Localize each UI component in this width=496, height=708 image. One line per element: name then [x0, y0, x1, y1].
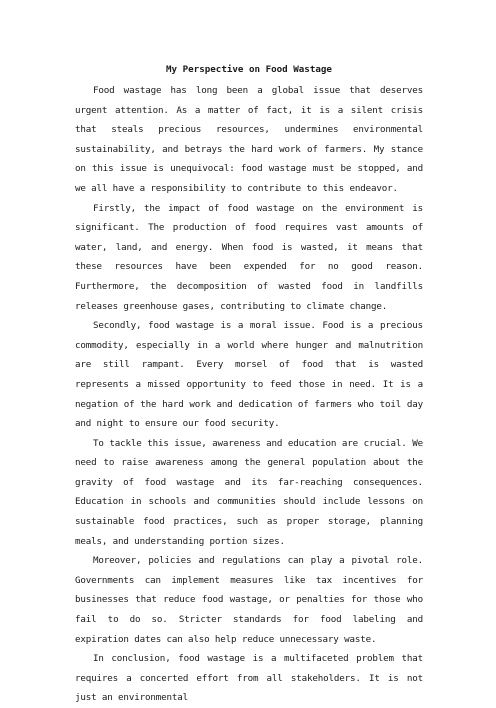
paragraph-moral-issue: Secondly, food wastage is a moral issue. Food is a precious commodity, especially in a world where hunger and malnutrition are still rampant. Every morsel of food that is wasted represents a missed opportunity to feed those in need. It is a negation of the hard work and dedication of farmers who toil day and night to ensure our food security. — [75, 320, 423, 430]
paragraph-policies: Moreover, policies and regulations can play a pivotal role. Governments can implement measures like tax incentives for businesses that reduce food wastage, or penalties for those who fail to do so. Stricter standards for food labeling and expiration dates can also help reduce unnecessary waste. — [75, 555, 423, 645]
document-body — [75, 63, 423, 708]
paragraph-awareness: To tackle this issue, awareness and education are crucial. We need to raise awareness among the general population about the gravity of food wastage and its far-reaching consequences. Education in schools and communities should include lessons on sustainable food practices, such as proper storage, planning meals, and understanding portion sizes. — [75, 437, 423, 547]
paragraph-conclusion: In conclusion, food wastage is a multifaceted problem that requires a concerted effort from all stakeholders. It is not just an environmental — [75, 653, 423, 704]
paragraph-environment: Firstly, the impact of food wastage on the environment is significant. The production of food requires vast amounts of water, land, and energy. When food is wasted, it means that these resources have been expended for no good reason. Furthermore, the decomposition of wasted food in landfills releases greenhouse gases, contributing to climate change. — [75, 202, 423, 312]
document-title: My Perspective on Food Wastage — [166, 64, 332, 75]
paragraph-introduction: Food wastage has long been a global issue that deserves urgent attention. As a matter of fact, it is a silent crisis that steals precious resources, undermines environmental sustainability, and betrays the hard work of farmers. My stance on this issue is unequivocal: food wastage must be stopped, and we all have a responsibility to contribute to this endeavor. — [75, 85, 423, 194]
